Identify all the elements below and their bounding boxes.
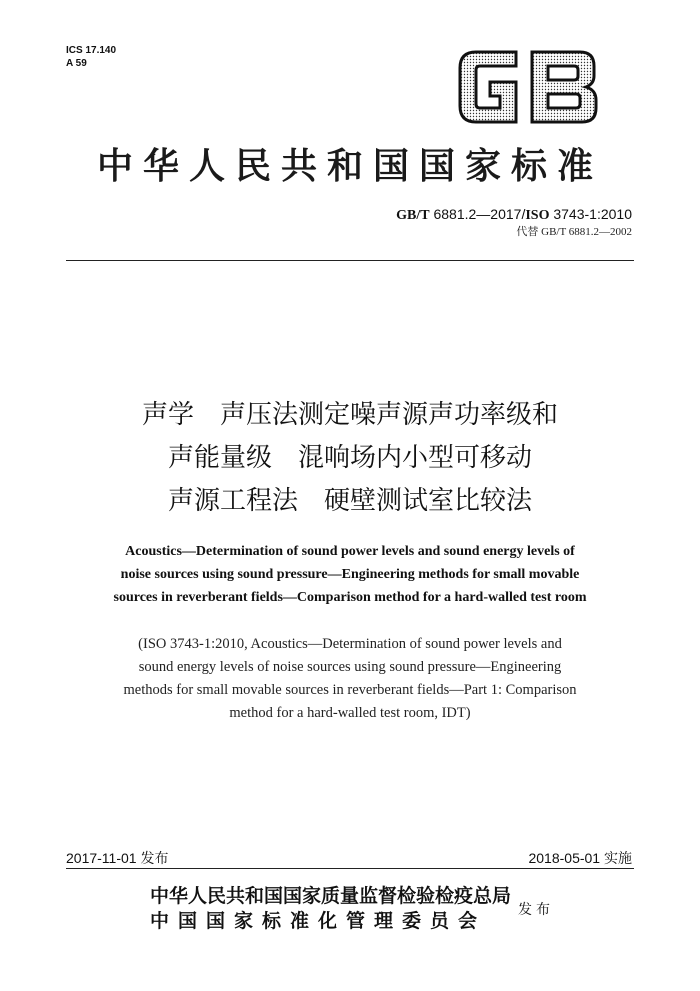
implementation-date: 2018-05-01 实施 [528,850,632,866]
iso-number: 3743-1:2010 [549,206,632,222]
iso-prefix: ISO [525,208,550,223]
chinese-title-line-3: 声源工程法 硬壁测试室比较法 [167,486,532,516]
issue-label: 发布 [518,902,554,918]
standard-name: 中华人民共和国国家标准 [96,145,603,187]
english-title-line-2: noise sources using sound pressure—Engineering methods for small movable [120,567,580,582]
replaces-note: 代替 GB/T 6881.2—2002 [516,226,632,238]
issuer-line-1: 中华人民共和国国家质量监督检验检疫总局 [150,885,512,907]
iso-note-line-1: (ISO 3743-1:2010, Acoustics—Determination of sound power levels and [138,636,562,652]
chinese-title-line-2: 声能量级 混响场内小型可移动 [167,443,532,473]
header-divider [66,260,634,261]
gbt-prefix: GB/T [396,208,430,223]
footer-divider [66,868,634,869]
issuer-line-2: 中国国家标准化管理委员会 [150,910,487,932]
ics-code: ICS 17.140 [66,45,117,56]
english-title-line-1: Acoustics—Determination of sound power levels and sound energy levels of [125,544,575,559]
english-title [0,540,700,609]
gb-logo-icon [454,46,602,128]
issuing-authorities [150,884,511,934]
chinese-title-line-1: 声学 声压法测定噪声源声功率级和 [141,400,558,430]
iso-equivalence-note [0,633,700,725]
publication-date: 2017-11-01 发布 [66,850,169,866]
ccs-code: A 59 [66,58,87,69]
iso-note-line-3: methods for small movable sources in reverberant fields—Part 1: Comparison [123,682,577,698]
classification-codes [66,44,116,70]
iso-note-line-2: sound energy levels of noise sources using sound pressure—Engineering [138,659,562,675]
standard-number [396,206,632,224]
gbt-number: 6881.2—2017/ [429,206,526,222]
chinese-title [0,394,700,523]
english-title-line-3: sources in reverberant fields—Comparison method for a hard-walled test room [113,590,587,605]
iso-note-line-4: method for a hard-walled test room, IDT) [229,705,471,721]
